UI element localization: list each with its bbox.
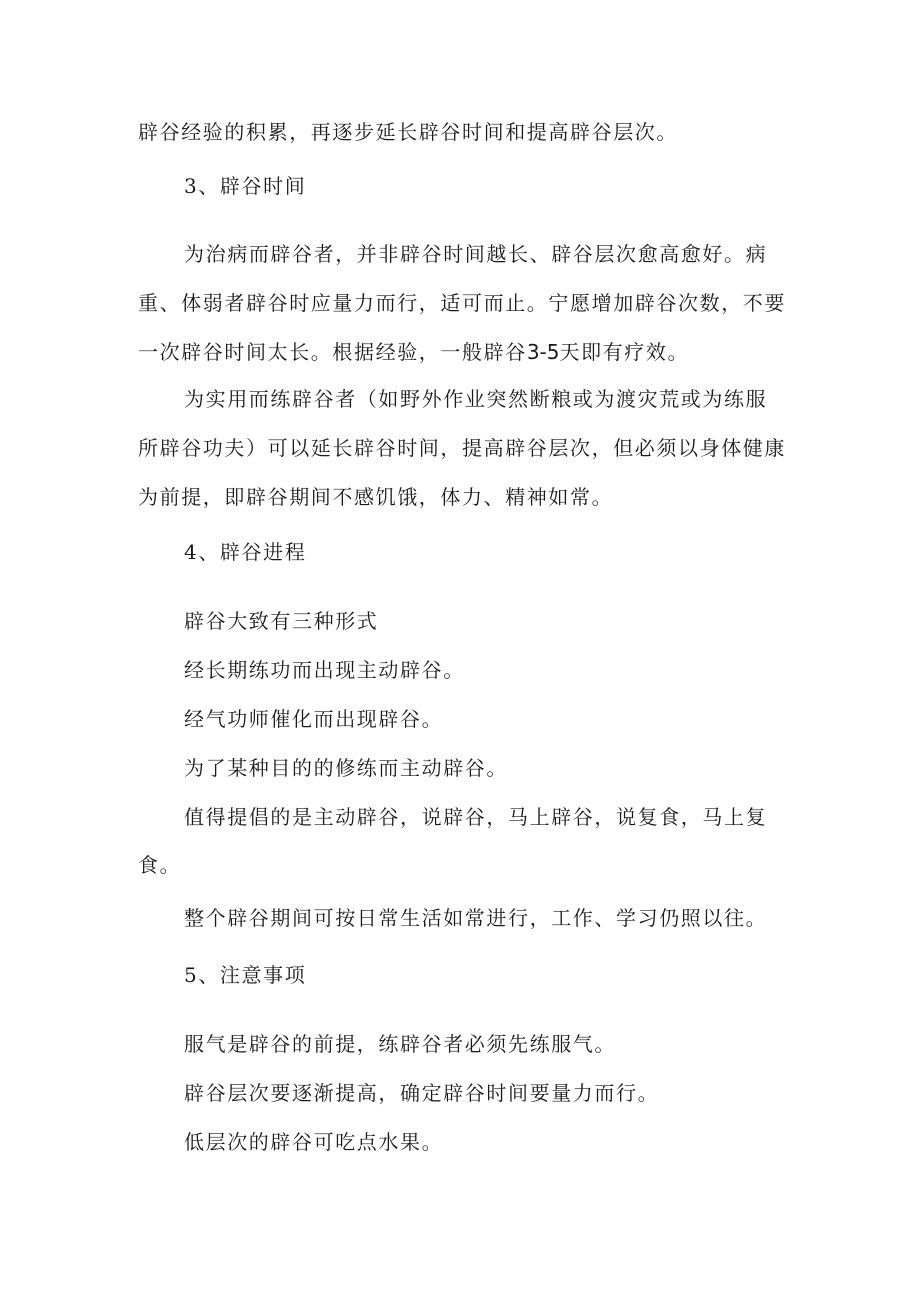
section4-item-1: 辟谷大致有三种形式: [184, 609, 379, 633]
section5-item-2: 辟谷层次要逐渐提高，确定辟谷时间要量力而行。: [184, 1081, 660, 1105]
section3-para1-line3-b: 天即有疗效。: [559, 340, 690, 364]
section3-para1-line3: [138, 338, 689, 366]
section4-heading: 4、辟谷进程: [184, 540, 307, 564]
section5-heading: 5、注意事项: [184, 963, 307, 987]
section4-para2: 整个辟谷期间可按日常生活如常进行，工作、学习仍照以往。: [184, 906, 768, 930]
section4-para-line2: 食。: [138, 853, 182, 877]
intro-tail-text: 辟谷经验的积累，再逐步延长辟谷时间和提高辟谷层次。: [138, 120, 678, 144]
section3-para1-line2: 重、体弱者辟谷时应量力而行，适可而止。宁愿增加辟谷次数，不要: [138, 291, 786, 315]
section3-para1-line3-num: 3-5: [526, 340, 560, 364]
section4-para-line1: 值得提倡的是主动辟谷，说辟谷，马上辟谷，说复食，马上复: [184, 805, 768, 829]
section4-item-4: 为了某种目的的修练而主动辟谷。: [184, 756, 508, 780]
section3-para2-line2: 所辟谷功夫）可以延长辟谷时间，提高辟谷层次，但必须以身体健康: [138, 436, 786, 460]
section3-para2-line3: 为前提，即辟谷期间不感饥饿，体力、精神如常。: [138, 485, 614, 509]
section4-item-3: 经气功师催化而出现辟谷。: [184, 707, 444, 731]
section3-para2-line1: 为实用而练辟谷者（如野外作业突然断粮或为渡灾荒或为练服: [184, 387, 768, 411]
section5-item-3: 低层次的辟谷可吃点水果。: [184, 1130, 444, 1154]
section4-item-2: 经长期练功而出现主动辟谷。: [184, 658, 465, 682]
section5-item-1: 服气是辟谷的前提，练辟谷者必须先练服气。: [184, 1032, 616, 1056]
section3-para1-line3-a: 一次辟谷时间太长。根据经验，一般辟谷: [138, 340, 527, 364]
section3-para1-line1: 为治病而辟谷者，并非辟谷时间越长、辟谷层次愈高愈好。病: [184, 242, 768, 266]
section3-heading: 3、辟谷时间: [184, 174, 307, 198]
